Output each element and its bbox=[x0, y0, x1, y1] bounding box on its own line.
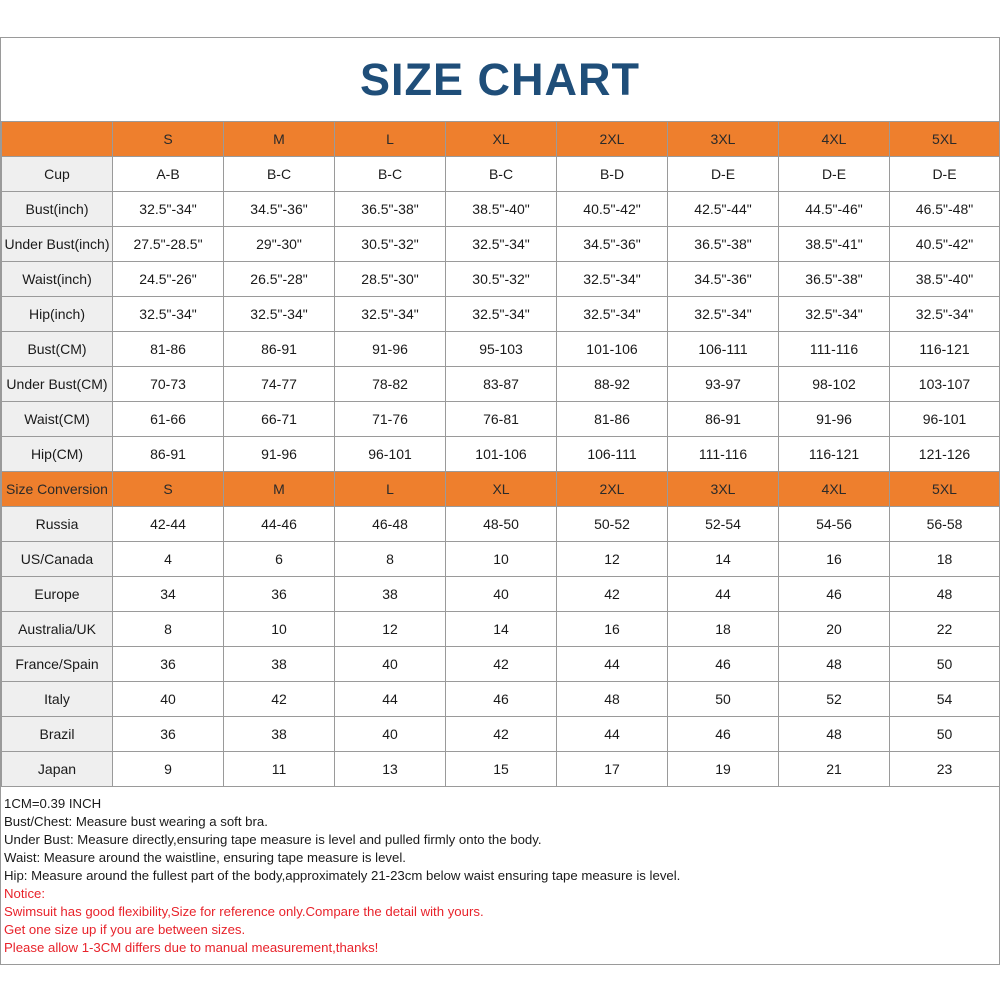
table-cell: 32.5"-34" bbox=[113, 297, 224, 332]
table-cell: 21 bbox=[779, 752, 890, 787]
table-cell: 9 bbox=[113, 752, 224, 787]
table-row bbox=[2, 647, 1000, 682]
table-cell: 32.5"-34" bbox=[113, 192, 224, 227]
row-label: Australia/UK bbox=[2, 612, 113, 647]
table-cell: 91-96 bbox=[779, 402, 890, 437]
table-cell: 101-106 bbox=[557, 332, 668, 367]
table-cell: 106-111 bbox=[668, 332, 779, 367]
table-cell: 8 bbox=[113, 612, 224, 647]
table-cell: 36.5"-38" bbox=[335, 192, 446, 227]
table-cell: 66-71 bbox=[224, 402, 335, 437]
table-cell: 26.5"-28" bbox=[224, 262, 335, 297]
table-cell: 78-82 bbox=[335, 367, 446, 402]
table-cell: 32.5"-34" bbox=[446, 227, 557, 262]
table-cell: 93-97 bbox=[668, 367, 779, 402]
table-row bbox=[2, 577, 1000, 612]
table-cell: 46 bbox=[668, 647, 779, 682]
size-chart-frame bbox=[0, 37, 1000, 965]
note-line: Hip: Measure around the fullest part of the body,approximately 21-23cm below waist ensuring tape measure is level. bbox=[4, 868, 681, 883]
table-row bbox=[2, 682, 1000, 717]
table-row bbox=[2, 612, 1000, 647]
table-cell: M bbox=[224, 472, 335, 507]
table-cell: 81-86 bbox=[113, 332, 224, 367]
note-line: Bust/Chest: Measure bust wearing a soft bra. bbox=[4, 814, 268, 829]
table-cell: 50 bbox=[890, 717, 1000, 752]
table-cell: 40 bbox=[335, 717, 446, 752]
row-label: Russia bbox=[2, 507, 113, 542]
table-cell: 42 bbox=[446, 647, 557, 682]
table-cell: 98-102 bbox=[779, 367, 890, 402]
table-cell: 30.5"-32" bbox=[335, 227, 446, 262]
table-cell: 46 bbox=[446, 682, 557, 717]
table-cell: 40 bbox=[335, 647, 446, 682]
table-row bbox=[2, 542, 1000, 577]
table-cell: S bbox=[113, 122, 224, 157]
table-cell: 56-58 bbox=[890, 507, 1000, 542]
table-cell: 50 bbox=[890, 647, 1000, 682]
row-label: Japan bbox=[2, 752, 113, 787]
table-cell: 10 bbox=[224, 612, 335, 647]
table-cell: 29"-30" bbox=[224, 227, 335, 262]
table-cell: 44.5"-46" bbox=[779, 192, 890, 227]
table-cell: 86-91 bbox=[224, 332, 335, 367]
table-cell: 36 bbox=[113, 717, 224, 752]
table-row bbox=[2, 297, 1000, 332]
table-cell: 106-111 bbox=[557, 437, 668, 472]
table-cell: 48 bbox=[557, 682, 668, 717]
table-cell: 96-101 bbox=[890, 402, 1000, 437]
table-cell: 34 bbox=[113, 577, 224, 612]
table-cell: 3XL bbox=[668, 122, 779, 157]
table-cell: D-E bbox=[668, 157, 779, 192]
table-cell: 20 bbox=[779, 612, 890, 647]
table-cell: 16 bbox=[557, 612, 668, 647]
table-row bbox=[2, 717, 1000, 752]
table-cell: 38 bbox=[224, 647, 335, 682]
table-cell: 36.5"-38" bbox=[668, 227, 779, 262]
row-label: Waist(inch) bbox=[2, 262, 113, 297]
table-cell: 46.5"-48" bbox=[890, 192, 1000, 227]
row-label: Bust(CM) bbox=[2, 332, 113, 367]
row-label: Under Bust(inch) bbox=[2, 227, 113, 262]
title-box bbox=[1, 38, 999, 121]
table-cell: 2XL bbox=[557, 122, 668, 157]
table-cell: 19 bbox=[668, 752, 779, 787]
notice-line: Swimsuit has good flexibility,Size for reference only.Compare the detail with yours. bbox=[4, 904, 484, 919]
table-cell: 52-54 bbox=[668, 507, 779, 542]
table-cell: D-E bbox=[779, 157, 890, 192]
table-cell: 44 bbox=[668, 577, 779, 612]
note-line: Waist: Measure around the waistline, ensuring tape measure is level. bbox=[4, 850, 406, 865]
table-cell: 74-77 bbox=[224, 367, 335, 402]
table-cell: 96-101 bbox=[335, 437, 446, 472]
table-cell: 48-50 bbox=[446, 507, 557, 542]
table-cell: 14 bbox=[668, 542, 779, 577]
table-cell: 40.5"-42" bbox=[890, 227, 1000, 262]
table-cell: 42 bbox=[224, 682, 335, 717]
table-cell: 36 bbox=[224, 577, 335, 612]
table-cell: 32.5"-34" bbox=[668, 297, 779, 332]
row-label bbox=[2, 122, 113, 157]
table-cell: 50-52 bbox=[557, 507, 668, 542]
table-cell: 15 bbox=[446, 752, 557, 787]
table-cell: M bbox=[224, 122, 335, 157]
table-cell: 44 bbox=[557, 647, 668, 682]
table-cell: 38 bbox=[224, 717, 335, 752]
table-cell: 32.5"-34" bbox=[557, 262, 668, 297]
size-table-body bbox=[2, 122, 1000, 787]
table-cell: 5XL bbox=[890, 472, 1000, 507]
table-cell: 32.5"-34" bbox=[446, 297, 557, 332]
table-cell: 116-121 bbox=[779, 437, 890, 472]
table-cell: L bbox=[335, 472, 446, 507]
table-cell: B-C bbox=[446, 157, 557, 192]
table-cell: 32.5"-34" bbox=[779, 297, 890, 332]
notice-line: Please allow 1-3CM differs due to manual measurement,thanks! bbox=[4, 940, 379, 955]
table-cell: 70-73 bbox=[113, 367, 224, 402]
table-cell: 111-116 bbox=[779, 332, 890, 367]
table-cell: 32.5"-34" bbox=[224, 297, 335, 332]
table-cell: XL bbox=[446, 472, 557, 507]
table-cell: 36 bbox=[113, 647, 224, 682]
table-cell: 36.5"-38" bbox=[779, 262, 890, 297]
table-cell: 54-56 bbox=[779, 507, 890, 542]
table-cell: 71-76 bbox=[335, 402, 446, 437]
table-cell: L bbox=[335, 122, 446, 157]
table-cell: 44-46 bbox=[224, 507, 335, 542]
row-label: Europe bbox=[2, 577, 113, 612]
table-cell: 44 bbox=[557, 717, 668, 752]
measurement-notes bbox=[1, 787, 999, 957]
table-cell: B-D bbox=[557, 157, 668, 192]
row-label: Under Bust(CM) bbox=[2, 367, 113, 402]
table-cell: 38.5"-41" bbox=[779, 227, 890, 262]
table-cell: 24.5"-26" bbox=[113, 262, 224, 297]
size-table bbox=[1, 121, 1000, 787]
table-cell: 38.5"-40" bbox=[446, 192, 557, 227]
table-cell: B-C bbox=[335, 157, 446, 192]
table-cell: 40 bbox=[113, 682, 224, 717]
table-cell: 83-87 bbox=[446, 367, 557, 402]
note-line: Under Bust: Measure directly,ensuring tape measure is level and pulled firmly onto the body. bbox=[4, 832, 542, 847]
table-cell: 44 bbox=[335, 682, 446, 717]
table-cell: 61-66 bbox=[113, 402, 224, 437]
row-label: Italy bbox=[2, 682, 113, 717]
table-row bbox=[2, 192, 1000, 227]
table-row bbox=[2, 367, 1000, 402]
table-cell: 42 bbox=[446, 717, 557, 752]
table-cell: XL bbox=[446, 122, 557, 157]
table-cell: 95-103 bbox=[446, 332, 557, 367]
table-cell: 86-91 bbox=[113, 437, 224, 472]
row-label: Waist(CM) bbox=[2, 402, 113, 437]
table-cell: 27.5"-28.5" bbox=[113, 227, 224, 262]
table-cell: 86-91 bbox=[668, 402, 779, 437]
row-label: US/Canada bbox=[2, 542, 113, 577]
table-cell: 34.5"-36" bbox=[557, 227, 668, 262]
row-label: Bust(inch) bbox=[2, 192, 113, 227]
table-cell: 116-121 bbox=[890, 332, 1000, 367]
table-cell: 88-92 bbox=[557, 367, 668, 402]
table-cell: S bbox=[113, 472, 224, 507]
table-cell: 38.5"-40" bbox=[890, 262, 1000, 297]
size-header-row bbox=[2, 122, 1000, 157]
table-row bbox=[2, 262, 1000, 297]
table-cell: 12 bbox=[335, 612, 446, 647]
table-cell: 17 bbox=[557, 752, 668, 787]
table-cell: 11 bbox=[224, 752, 335, 787]
table-cell: 13 bbox=[335, 752, 446, 787]
table-cell: 4XL bbox=[779, 122, 890, 157]
table-cell: D-E bbox=[890, 157, 1000, 192]
table-cell: 38 bbox=[335, 577, 446, 612]
table-cell: 4 bbox=[113, 542, 224, 577]
table-cell: 34.5"-36" bbox=[224, 192, 335, 227]
table-cell: 28.5"-30" bbox=[335, 262, 446, 297]
table-cell: 42 bbox=[557, 577, 668, 612]
table-cell: 18 bbox=[668, 612, 779, 647]
table-cell: 46-48 bbox=[335, 507, 446, 542]
table-cell: 8 bbox=[335, 542, 446, 577]
table-cell: 40 bbox=[446, 577, 557, 612]
table-row bbox=[2, 752, 1000, 787]
table-cell: 81-86 bbox=[557, 402, 668, 437]
table-cell: 54 bbox=[890, 682, 1000, 717]
size-conversion-header-row bbox=[2, 472, 1000, 507]
table-cell: 30.5"-32" bbox=[446, 262, 557, 297]
table-row bbox=[2, 157, 1000, 192]
table-cell: 2XL bbox=[557, 472, 668, 507]
table-cell: 42.5"-44" bbox=[668, 192, 779, 227]
table-row bbox=[2, 402, 1000, 437]
table-row bbox=[2, 437, 1000, 472]
table-cell: 91-96 bbox=[224, 437, 335, 472]
page-title: SIZE CHART bbox=[360, 53, 640, 105]
table-cell: A-B bbox=[113, 157, 224, 192]
notice-line: Get one size up if you are between sizes. bbox=[4, 922, 246, 937]
table-cell: 16 bbox=[779, 542, 890, 577]
table-cell: 91-96 bbox=[335, 332, 446, 367]
table-cell: 32.5"-34" bbox=[335, 297, 446, 332]
table-cell: 42-44 bbox=[113, 507, 224, 542]
row-label: Hip(CM) bbox=[2, 437, 113, 472]
table-cell: 4XL bbox=[779, 472, 890, 507]
table-cell: 40.5"-42" bbox=[557, 192, 668, 227]
row-label: Cup bbox=[2, 157, 113, 192]
table-cell: 46 bbox=[779, 577, 890, 612]
table-row bbox=[2, 507, 1000, 542]
table-cell: 103-107 bbox=[890, 367, 1000, 402]
table-cell: 52 bbox=[779, 682, 890, 717]
table-cell: 50 bbox=[668, 682, 779, 717]
table-cell: 32.5"-34" bbox=[557, 297, 668, 332]
table-cell: 6 bbox=[224, 542, 335, 577]
table-row bbox=[2, 227, 1000, 262]
table-cell: 18 bbox=[890, 542, 1000, 577]
table-cell: 3XL bbox=[668, 472, 779, 507]
table-cell: 34.5"-36" bbox=[668, 262, 779, 297]
table-cell: 121-126 bbox=[890, 437, 1000, 472]
table-cell: 48 bbox=[779, 717, 890, 752]
row-label: Brazil bbox=[2, 717, 113, 752]
table-cell: 12 bbox=[557, 542, 668, 577]
table-row bbox=[2, 332, 1000, 367]
table-cell: 101-106 bbox=[446, 437, 557, 472]
table-cell: 48 bbox=[779, 647, 890, 682]
row-label: Size Conversion bbox=[2, 472, 113, 507]
table-cell: 10 bbox=[446, 542, 557, 577]
row-label: France/Spain bbox=[2, 647, 113, 682]
table-cell: 14 bbox=[446, 612, 557, 647]
table-cell: 23 bbox=[890, 752, 1000, 787]
notice-heading: Notice: bbox=[4, 886, 46, 901]
table-cell: 48 bbox=[890, 577, 1000, 612]
table-cell: 32.5"-34" bbox=[890, 297, 1000, 332]
table-cell: 76-81 bbox=[446, 402, 557, 437]
table-cell: 22 bbox=[890, 612, 1000, 647]
note-line: 1CM=0.39 INCH bbox=[4, 796, 102, 811]
table-cell: 5XL bbox=[890, 122, 1000, 157]
table-cell: 111-116 bbox=[668, 437, 779, 472]
table-cell: B-C bbox=[224, 157, 335, 192]
row-label: Hip(inch) bbox=[2, 297, 113, 332]
table-cell: 46 bbox=[668, 717, 779, 752]
